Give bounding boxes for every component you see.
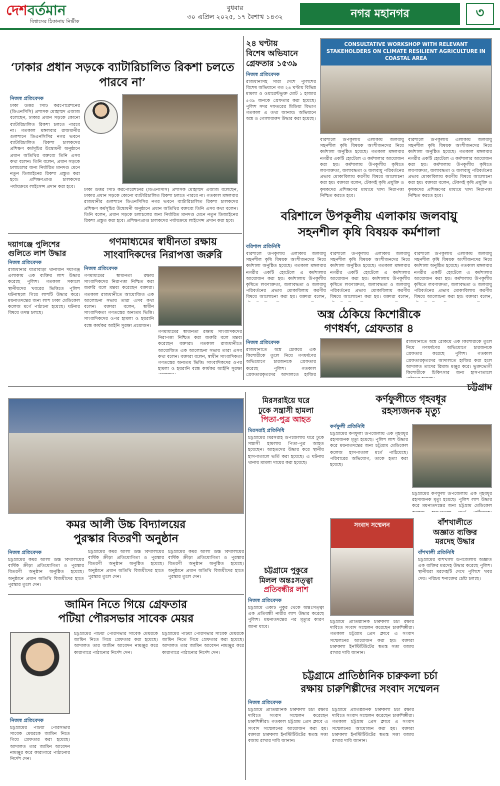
mayor-photo <box>10 632 70 714</box>
abduction-byline: নিজস্ব প্রতিবেদক <box>246 340 280 346</box>
abduction-body-b: রাজধানীতে অস্ত্র ঠেকিয়ে এক কিশোরীকে তুলে নিয়ে গণধর্ষণের অভিযোগে চারজনকে গ্রেফতার করেছে পুলিশ। গতকাল গ্রেফতারকৃতদের আদালতে হাজির করা হলে আদালত তাদের রিমান্ড মঞ্জুর করে। ভুক্তভোগী কিশোরীকে চিকিৎসার জন্য হাসপাতালে <box>406 340 492 377</box>
barishal-body-e: বরিশালে উপকূলীয় এলাকায় জলবায়ু সহনশীল কৃষি বিষয়ক অংশীজনদের নিয়ে কর্মশালা অনুষ্ঠিত হয়েছে। গতকাল মঙ্গলবার নগরীর একটি হোটেলে এ কর্মশালার আয়োজন করা হয়। কর্মশালায় উপকূলীয় কৃষিতে লবণাক্ততা, জলাবদ্ধতা ও জলবায়ু পরিবর্তনের প্রভাব মোকাবিলায় করণীয় বিষয়ে আলোচনা করা হয়। বক্তারা বলেন, <box>414 252 492 301</box>
press-body-a: চট্টগ্রামে প্রাতিষ্ঠানিক চারুকলা চর্চা রক্ষার দাবিতে সংবাদ সম্মেলন করেছেন চারুশিল্পীরা। গতকাল চট্টগ্রাম প্রেস ক্লাবে এ সংবাদ সম্মেলনের আয়োজন করা হয়। বক্তারা চারুকলা ইনস্টিটিউটের স্বতন্ত্র সত্তা বজায় রাখার দাবি জানান। <box>248 708 328 745</box>
karnaphuli-body: চট্টগ্রামের কর্ণফুলী উপজেলায় এক গৃহবধূর রহস্যজনক মৃত্যু হয়েছে। পুলিশ লাশ উদ্ধার করে ময়নাতদন্তের জন্য চট্টগ্রাম মেডিকেল কলেজ হাসপাতাল মর্গে পাঠিয়েছে। পরিবারের অভিযোগ, তাকে হত্যা করা হয়েছে। <box>330 432 408 469</box>
banshkhali-headline <box>418 518 492 547</box>
school-prize-body-a: চট্টগ্রামের কমর আলী উচ্চ বিদ্যালয়ের বার্ষিক ক্রীড়া প্রতিযোগিতা ও পুরস্কার বিতরণী অনুষ্ঠান অনুষ্ঠিত হয়েছে। অনুষ্ঠানে প্রধান অতিথি বিজয়ীদের হাতে পুরস্কার তুলে দেন। <box>8 558 84 588</box>
barishal-body-a: বরিশালে উপকূলীয় এলাকায় জলবায়ু সহনশীল কৃষি বিষয়ক অংশীজনদের নিয়ে কর্মশালা অনুষ্ঠিত হয়েছে। গতকাল মঙ্গলবার নগরীর একটি হোটেলে এ কর্মশালার আয়োজন করা হয়। কর্মশালায় উপকূলীয় কৃষিতে লবণাক্ততা, জলাবদ্ধতা ও জলবায়ু পরিবর্তনের প্রভাব মোকাবিলায় করণীয় বিষয়ে আলোচনা করা হয়। বক্তারা বলেন, টেকসই কৃষি প্রযুক্তি ও কৃষকদের প্রশিক্ষণের মাধ্যমে খাদ্য নিরাপত্তা নিশ্চিত করতে হবে। <box>320 138 404 199</box>
logo-part2: বর্তমান <box>27 3 66 19</box>
drive-headline-line3: গ্রেফতার ১৫৩৯ <box>246 58 298 68</box>
drive-byline: নিজস্ব প্রতিবেদক <box>246 72 280 78</box>
abduction-headline <box>246 308 492 336</box>
school-prize-photo <box>8 398 244 514</box>
press-body-top: চট্টগ্রামে প্রাতিষ্ঠানিক চারুকলা চর্চা রক্ষার দাবিতে সংবাদ সম্মেলন করেছেন চারুশিল্পীরা। গতকাল চট্টগ্রাম প্রেস ক্লাবে এ সংবাদ সম্মেলনের আয়োজন করা হয়। বক্তারা চারুকলা ইনস্টিটিউটের স্বতন্ত্র সত্তা বজায় রাখার দাবি জানান। <box>330 620 414 657</box>
chattogram-section-label: চট্টগ্রাম <box>467 383 492 393</box>
bail-headline <box>8 598 244 626</box>
logo-part1: দেশ <box>6 3 28 19</box>
bail-headline-line1: জামিন নিতে গিয়ে গ্রেফতার <box>64 598 188 611</box>
karnaphuli-headline <box>330 394 492 418</box>
rickshaw-admin-photo <box>84 100 118 134</box>
banshkhali-byline: বাঁশখালী প্রতিনিধি <box>418 550 455 556</box>
rickshaw-body: ঢাকা উত্তর সিটি করপোরেশনের (ডিএনসিসি) প্রশাসক মোহাম্মদ এজাজ বলেছেন, ঢাকার প্রধান সড়কে কোনো ব্যাটারিচালিত রিকশা চলতে পারবে না। গতকাল মঙ্গলবার রাজধানীর গুলশানে ডিএনসিসির নগর ভবনে ব্যাটারিচালিত রিকশা চালকদের প্রশিক্ষণ কর্মসূচির উদ্বোধনী অনুষ্ঠানে প্রধান অতিথির বক্তব্যে তিনি এসব কথা বলেন। তিনি বলেন, প্রধান সড়কে চলাচলের জন্য নির্ধারিত মানদণ্ড মেনে নতুন ডিজাইনের রিকশা প্রস্তুত করা হবে। প্রশিক্ষণপ্রাপ্ত চালকদের পর্যায়ক্রমে লাইসেন্স প্রদান করা হবে। <box>10 104 80 190</box>
abduction-headline-line2: গণধর্ষণ, গ্রেফতার ৪ <box>324 322 414 335</box>
column-divider-top <box>243 36 244 380</box>
journalist-body-b: গণমাধ্যমের স্বাধীনতা রক্ষায় সাংবাদিকদের নিরাপত্তা নিশ্চিত করা জরুরি বলে মন্তব্য করেছেন বক্তারা। গতকাল রাজধানীতে আয়োজিত এক আলোচনা সভায় তারা এসব কথা বলেন। বক্তারা বলেন, স্বাধীন সাংবাদিকতা গণতন্ত্রের অন্যতম ভিত্তি। সাংবাদিকদের ওপর হামলা ও হয়রানি বন্ধে কার্যকর আইনি সুরক্ষা <box>158 330 242 373</box>
press-byline: নিজস্ব প্রতিবেদক <box>248 700 282 706</box>
school-prize-headline-line1: কমর আলী উচ্চ বিদ্যালয়ের <box>66 518 186 531</box>
press-body-b: চট্টগ্রামে প্রাতিষ্ঠানিক চারুকলা চর্চা রক্ষার দাবিতে সংবাদ সম্মেলন করেছেন চারুশিল্পীরা। গতকাল চট্টগ্রাম প্রেস ক্লাবে এ সংবাদ সম্মেলনের আয়োজন করা হয়। বক্তারা চারুকলা ইনস্টিটিউটের স্বতন্ত্র সত্তা বজায় রাখার দাবি জানান। <box>332 708 414 745</box>
barishal-body-d: বরিশালে উপকূলীয় এলাকায় জলবায়ু সহনশীল কৃষি বিষয়ক অংশীজনদের নিয়ে কর্মশালা অনুষ্ঠিত হয়েছে। গতকাল মঙ্গলবার নগরীর একটি হোটেলে এ কর্মশালার আয়োজন করা হয়। কর্মশালায় উপকূলীয় কৃষিতে লবণাক্ততা, জলাবদ্ধতা ও জলবায়ু পরিবর্তনের প্রভাব মোকাবিলায় করণীয় বিষয়ে আলোচনা করা হয়। বক্তারা বলেন, <box>330 252 410 301</box>
banshkhali-headline-line1: বাঁশখালীতে <box>437 518 473 527</box>
police-headline-line1: দয়াগঞ্জে পুলিশের <box>8 240 60 249</box>
press-headline-line2: রক্ষায় চারুশিল্পীদের সংবাদ সম্মেলন <box>300 684 440 695</box>
banshkhali-body: চট্টগ্রামের বাঁশখালী উপজেলায় অজ্ঞাত এক ব্যক্তির মরদেহ উদ্ধার করেছে পুলিশ। স্থানীয়রা মরদেহটি দেখে পুলিশে খবর দেয়। পরিচয় শনাক্তের চেষ্টা চলছে। <box>418 558 492 582</box>
abduction-body-a: রাজধানীতে অস্ত্র ঠেকিয়ে এক কিশোরীকে তুলে নিয়ে গণধর্ষণের অভিযোগে চারজনকে গ্রেফতার করেছে পুলিশ। গতকাল গ্রেফতারকৃতদের আদালতে হাজির <box>246 348 316 378</box>
drive-body: রাজধানীসহ সারা দেশে পুলিশের বিশেষ অভিযানে গত ২৪ ঘণ্টায় বিভিন্ন মামলা ও ওয়ারেন্টভুক্ত মোট ১ হাজার ৫৩৯ জনকে গ্রেফতার করা হয়েছে। পুলিশ সদর দফতরের মিডিয়া বিভাগ গতকাল এ তথ্য জানায়। অভিযানে অস্ত্র ও গোলাবারুদ উদ্ধার করা হয়েছে। <box>246 80 316 123</box>
press-headline <box>248 670 492 696</box>
workshop-banner-text: CONSULTATIVE WORKSHOP WITH RELEVANT STAKEHOLDERS ON CLIMATE RESILIENT AGRICULTURE IN COASTAL AREA <box>326 42 486 62</box>
rickshaw-photo <box>122 94 238 184</box>
barishal-headline-line1: বরিশালে উপকূলীয় এলাকায় জলবায়ু <box>280 209 458 223</box>
press-headline-line1: চট্টগ্রামে প্রাতিষ্ঠানিক চারুকলা চর্চা <box>302 671 438 682</box>
journalist-body: গণমাধ্যমের স্বাধীনতা রক্ষায় সাংবাদিকদের নিরাপত্তা নিশ্চিত করা জরুরি বলে মন্তব্য করেছেন বক্তারা। গতকাল রাজধানীতে আয়োজিত এক আলোচনা সভায় তারা এসব কথা বলেন। বক্তারা বলেন, স্বাধীন সাংবাদিকতা গণতন্ত্রের অন্যতম ভিত্তি। সাংবাদিকদের ওপর হামলা ও হয়রানি বন্ধে কার্যকর আইনি সুরক্ষা প্রয়োজন। <box>84 274 154 329</box>
bail-body-b: চট্টগ্রামের পটিয়া পৌরসভার সাবেক মেয়রকে জামিন নিতে গিয়ে গ্রেফতার করা হয়েছে। আদালত তার জামিন আবেদন নামঞ্জুর করে কারাগারে পাঠানোর নির্দেশ দেন। <box>74 632 158 656</box>
issue-date-text: ৩০ এপ্রিল ২০২৫, ১৭ বৈশাখ ১৪৩২ <box>187 13 283 21</box>
barishal-headline <box>246 208 492 240</box>
press-conference-photo <box>330 518 414 616</box>
abduction-photo <box>320 338 402 378</box>
school-prize-body-c: চট্টগ্রামের কমর আলী উচ্চ বিদ্যালয়ের বার্ষিক ক্রীড়া প্রতিযোগিতা ও পুরস্কার বিতরণী অনুষ্ঠান অনুষ্ঠিত হয়েছে। অনুষ্ঠানে প্রধান অতিথি বিজয়ীদের হাতে পুরস্কার তুলে দেন। <box>168 550 244 580</box>
rickshaw-headline: ‘ঢাকার প্রধান সড়কে ব্যাটারিচালিত রিকশা চলতে পারবে না’ <box>10 60 235 89</box>
drive-headline <box>246 38 316 68</box>
school-prize-byline: নিজস্ব প্রতিবেদক <box>8 550 42 556</box>
karnaphuli-body-b: চট্টগ্রামের কর্ণফুলী উপজেলায় এক গৃহবধূর রহস্যজনক মৃত্যু হয়েছে। পুলিশ লাশ উদ্ধার করে ময়নাতদন্তের জন্য চট্টগ্রাম মেডিকেল <box>412 492 492 510</box>
pond-headline-line1: চট্টগ্রামে পুকুরে <box>264 566 308 575</box>
barishal-workshop-photo <box>320 38 492 134</box>
school-prize-body-b: চট্টগ্রামের কমর আলী উচ্চ বিদ্যালয়ের বার্ষিক ক্রীড়া প্রতিযোগিতা ও পুরস্কার বিতরণী অনুষ্ঠান অনুষ্ঠিত হয়েছে। অনুষ্ঠানে প্রধান অতিথি বিজয়ীদের হাতে পুরস্কার তুলে দেন। <box>88 550 164 580</box>
school-prize-headline <box>8 518 244 546</box>
bail-byline: নিজস্ব প্রতিবেদক <box>10 718 44 724</box>
police-headline <box>8 240 80 258</box>
issue-day: বুধবার <box>226 4 244 12</box>
pond-headline-line2: মিলল অন্তঃসত্ত্বা <box>259 575 313 585</box>
pond-headline-line3: প্রতিবন্ধীর লাশ <box>263 585 309 594</box>
journalist-headline: গণমাধ্যমের স্বাধীনতা রক্ষায় সাংবাদিকদের নিরাপত্তা জরুরি <box>103 237 223 261</box>
mirsarai-headline <box>248 396 324 425</box>
mirsarai-headline-line3: পিতা-পুত্র আহত <box>261 415 311 424</box>
karnaphuli-byline: কর্ণফুলী প্রতিনিধি <box>330 424 365 430</box>
issue-date <box>180 4 290 22</box>
logo-tagline: বিশ্বাসের ঠিকানায় নির্ভীক <box>30 19 80 25</box>
bail-headline-line2: পটিয়া পৌরসভার সাবেক মেয়র <box>58 612 194 625</box>
pond-body: চট্টগ্রামে একটি পুকুর থেকে অন্তঃসত্ত্বা এক প্রতিবন্ধী নারীর লাশ উদ্ধার করেছে পুলিশ। ময়নাতদন্তের পর মৃত্যুর কারণ জানা যাবে। <box>248 606 324 630</box>
police-headline-line2: গুলিতে লাশ উদ্ধার <box>8 249 67 258</box>
section-divider <box>8 386 492 387</box>
journalist-byline: নিজস্ব প্রতিবেদক <box>84 266 118 272</box>
drive-headline-line2: বিশেষ অভিযানে <box>246 48 298 58</box>
banshkhali-headline-line2: অজ্ঞাত ব্যক্তির <box>433 527 477 537</box>
row-divider-bail <box>8 594 244 595</box>
row-divider-left <box>8 233 242 234</box>
barishal-headline-line2: সহনশীল কৃষি বিষয়ক কর্মশালা <box>297 225 441 239</box>
karnaphuli-photo <box>412 424 492 488</box>
rickshaw-byline: নিজস্ব প্রতিবেদক <box>10 96 44 102</box>
banshkhali-headline-line3: মরদেহ উদ্ধার <box>435 537 475 546</box>
mirsarai-headline-line2: ঢুকে সন্ত্রাসী হামলা <box>258 405 314 415</box>
mirsarai-headline-line1: মিরসরাইয়ে ঘরে <box>262 396 310 405</box>
journalist-photo <box>158 266 242 326</box>
page-number: ৩ <box>466 3 494 25</box>
school-prize-headline-line2: পুরস্কার বিতরণী অনুষ্ঠান <box>73 532 179 545</box>
column-divider-bottom <box>245 392 246 780</box>
karnaphuli-headline-line1: কর্ণফুলীতে গৃহবধূর <box>375 394 447 405</box>
barishal-body-c: বরিশালে উপকূলীয় এলাকায় জলবায়ু সহনশীল কৃষি বিষয়ক অংশীজনদের নিয়ে কর্মশালা অনুষ্ঠিত হয়েছে। গতকাল মঙ্গলবার নগরীর একটি হোটেলে এ কর্মশালার আয়োজন করা হয়। কর্মশালায় উপকূলীয় কৃষিতে লবণাক্ততা, জলাবদ্ধতা ও জলবায়ু পরিবর্তনের প্রভাব মোকাবিলায় করণীয় বিষয়ে আলোচনা করা হয়। বক্তারা বলেন, <box>246 252 326 301</box>
police-body: রাজধানীর যাত্রাবাড়ী থানাধীন দয়াগঞ্জ এলাকায় এক ব্যক্তির লাশ উদ্ধার করেছে পুলিশ। গতকাল সকালে স্থানীয়দের খবরের ভিত্তিতে পুলিশ ঘটনাস্থলে গিয়ে লাশটি উদ্ধার করে। ময়নাতদন্তের জন্য লাশ ঢাকা মেডিকেল কলেজ মর্গে পাঠানো হয়েছে। ঘটনার বিষয়ে তদন্ত চলছে। <box>8 268 80 317</box>
section-banner: নগর মহানগর <box>300 3 460 25</box>
bail-body-c: চট্টগ্রামের পটিয়া পৌরসভার সাবেক মেয়রকে জামিন নিতে গিয়ে গ্রেফতার করা হয়েছে। আদালত তার জামিন আবেদন নামঞ্জুর করে কারাগারে পাঠানোর নির্দেশ দেন। <box>162 632 244 656</box>
mirsarai-byline: মিরসরাই প্রতিনিধি <box>248 428 285 434</box>
pond-headline <box>248 566 324 595</box>
bail-body-a: চট্টগ্রামের পটিয়া পৌরসভার সাবেক মেয়রকে জামিন নিতে গিয়ে গ্রেফতার করা হয়েছে। আদালত তার জামিন আবেদন নামঞ্জুর করে কারাগারে পাঠানোর নির্দেশ দেন। <box>10 726 70 763</box>
karnaphuli-headline-line2: রহস্যজনক মৃত্যু <box>381 406 441 417</box>
barishal-body-b: বরিশালে উপকূলীয় এলাকায় জলবায়ু সহনশীল কৃষি বিষয়ক অংশীজনদের নিয়ে কর্মশালা অনুষ্ঠিত হয়েছে। গতকাল মঙ্গলবার নগরীর একটি হোটেলে এ কর্মশালার আয়োজন করা হয়। কর্মশালায় উপকূলীয় কৃষিতে লবণাক্ততা, জলাবদ্ধতা ও জলবায়ু পরিবর্তনের প্রভাব মোকাবিলায় করণীয় বিষয়ে আলোচনা করা হয়। বক্তারা বলেন, টেকসই কৃষি প্রযুক্তি ও কৃষকদের প্রশিক্ষণের মাধ্যমে খাদ্য নিরাপত্তা নিশ্চিত করতে হবে। <box>408 138 492 199</box>
press-banner-text: সংবাদ সম্মেলন <box>354 522 390 529</box>
police-byline: নিজস্ব প্রতিবেদক <box>8 260 42 266</box>
pond-byline: নিজস্ব প্রতিবেদক <box>248 598 282 604</box>
mirsarai-body: চট্টগ্রামের মিরসরাই উপজেলায় ঘরে ঢুকে সন্ত্রাসী হামলায় পিতা-পুত্র আহত হয়েছেন। আহতদের উদ্ধার করে স্থানীয় হাসপাতালে ভর্তি করা হয়েছে। এ ঘটনায় থানায় মামলা দায়ের করা হয়েছে। <box>248 436 324 466</box>
rickshaw-body-cont: ঢাকা উত্তর সিটি করপোরেশনের (ডিএনসিসি) প্রশাসক মোহাম্মদ এজাজ বলেছেন, ঢাকার প্রধান সড়কে কোনো ব্যাটারিচালিত রিকশা চলতে পারবে না। গতকাল মঙ্গলবার রাজধানীর গুলশানে ডিএনসিসির নগর ভবনে ব্যাটারিচালিত রিকশা চালকদের প্রশিক্ষণ কর্মসূচির উদ্বোধনী অনুষ্ঠানে প্রধান অতিথির বক্তব্যে তিনি এসব কথা বলেন। তিনি বলেন, প্রধান সড়কে চলাচলের জন্য নির্ধারিত মানদণ্ড মেনে নতুন ডিজাইনের রিকশা প্রস্তুত করা হবে। প্রশিক্ষণপ্রাপ্ত চালকদের পর্যায়ক্রমে লাইসেন্স প্রদান করা হবে। <box>84 188 238 225</box>
drive-headline-line1: ২৪ ঘণ্টায় <box>246 38 278 48</box>
abduction-headline-line1: অস্ত্র ঠেকিয়ে কিশোরীকে <box>317 308 421 321</box>
barishal-byline: বরিশাল প্রতিনিধি <box>246 244 281 250</box>
